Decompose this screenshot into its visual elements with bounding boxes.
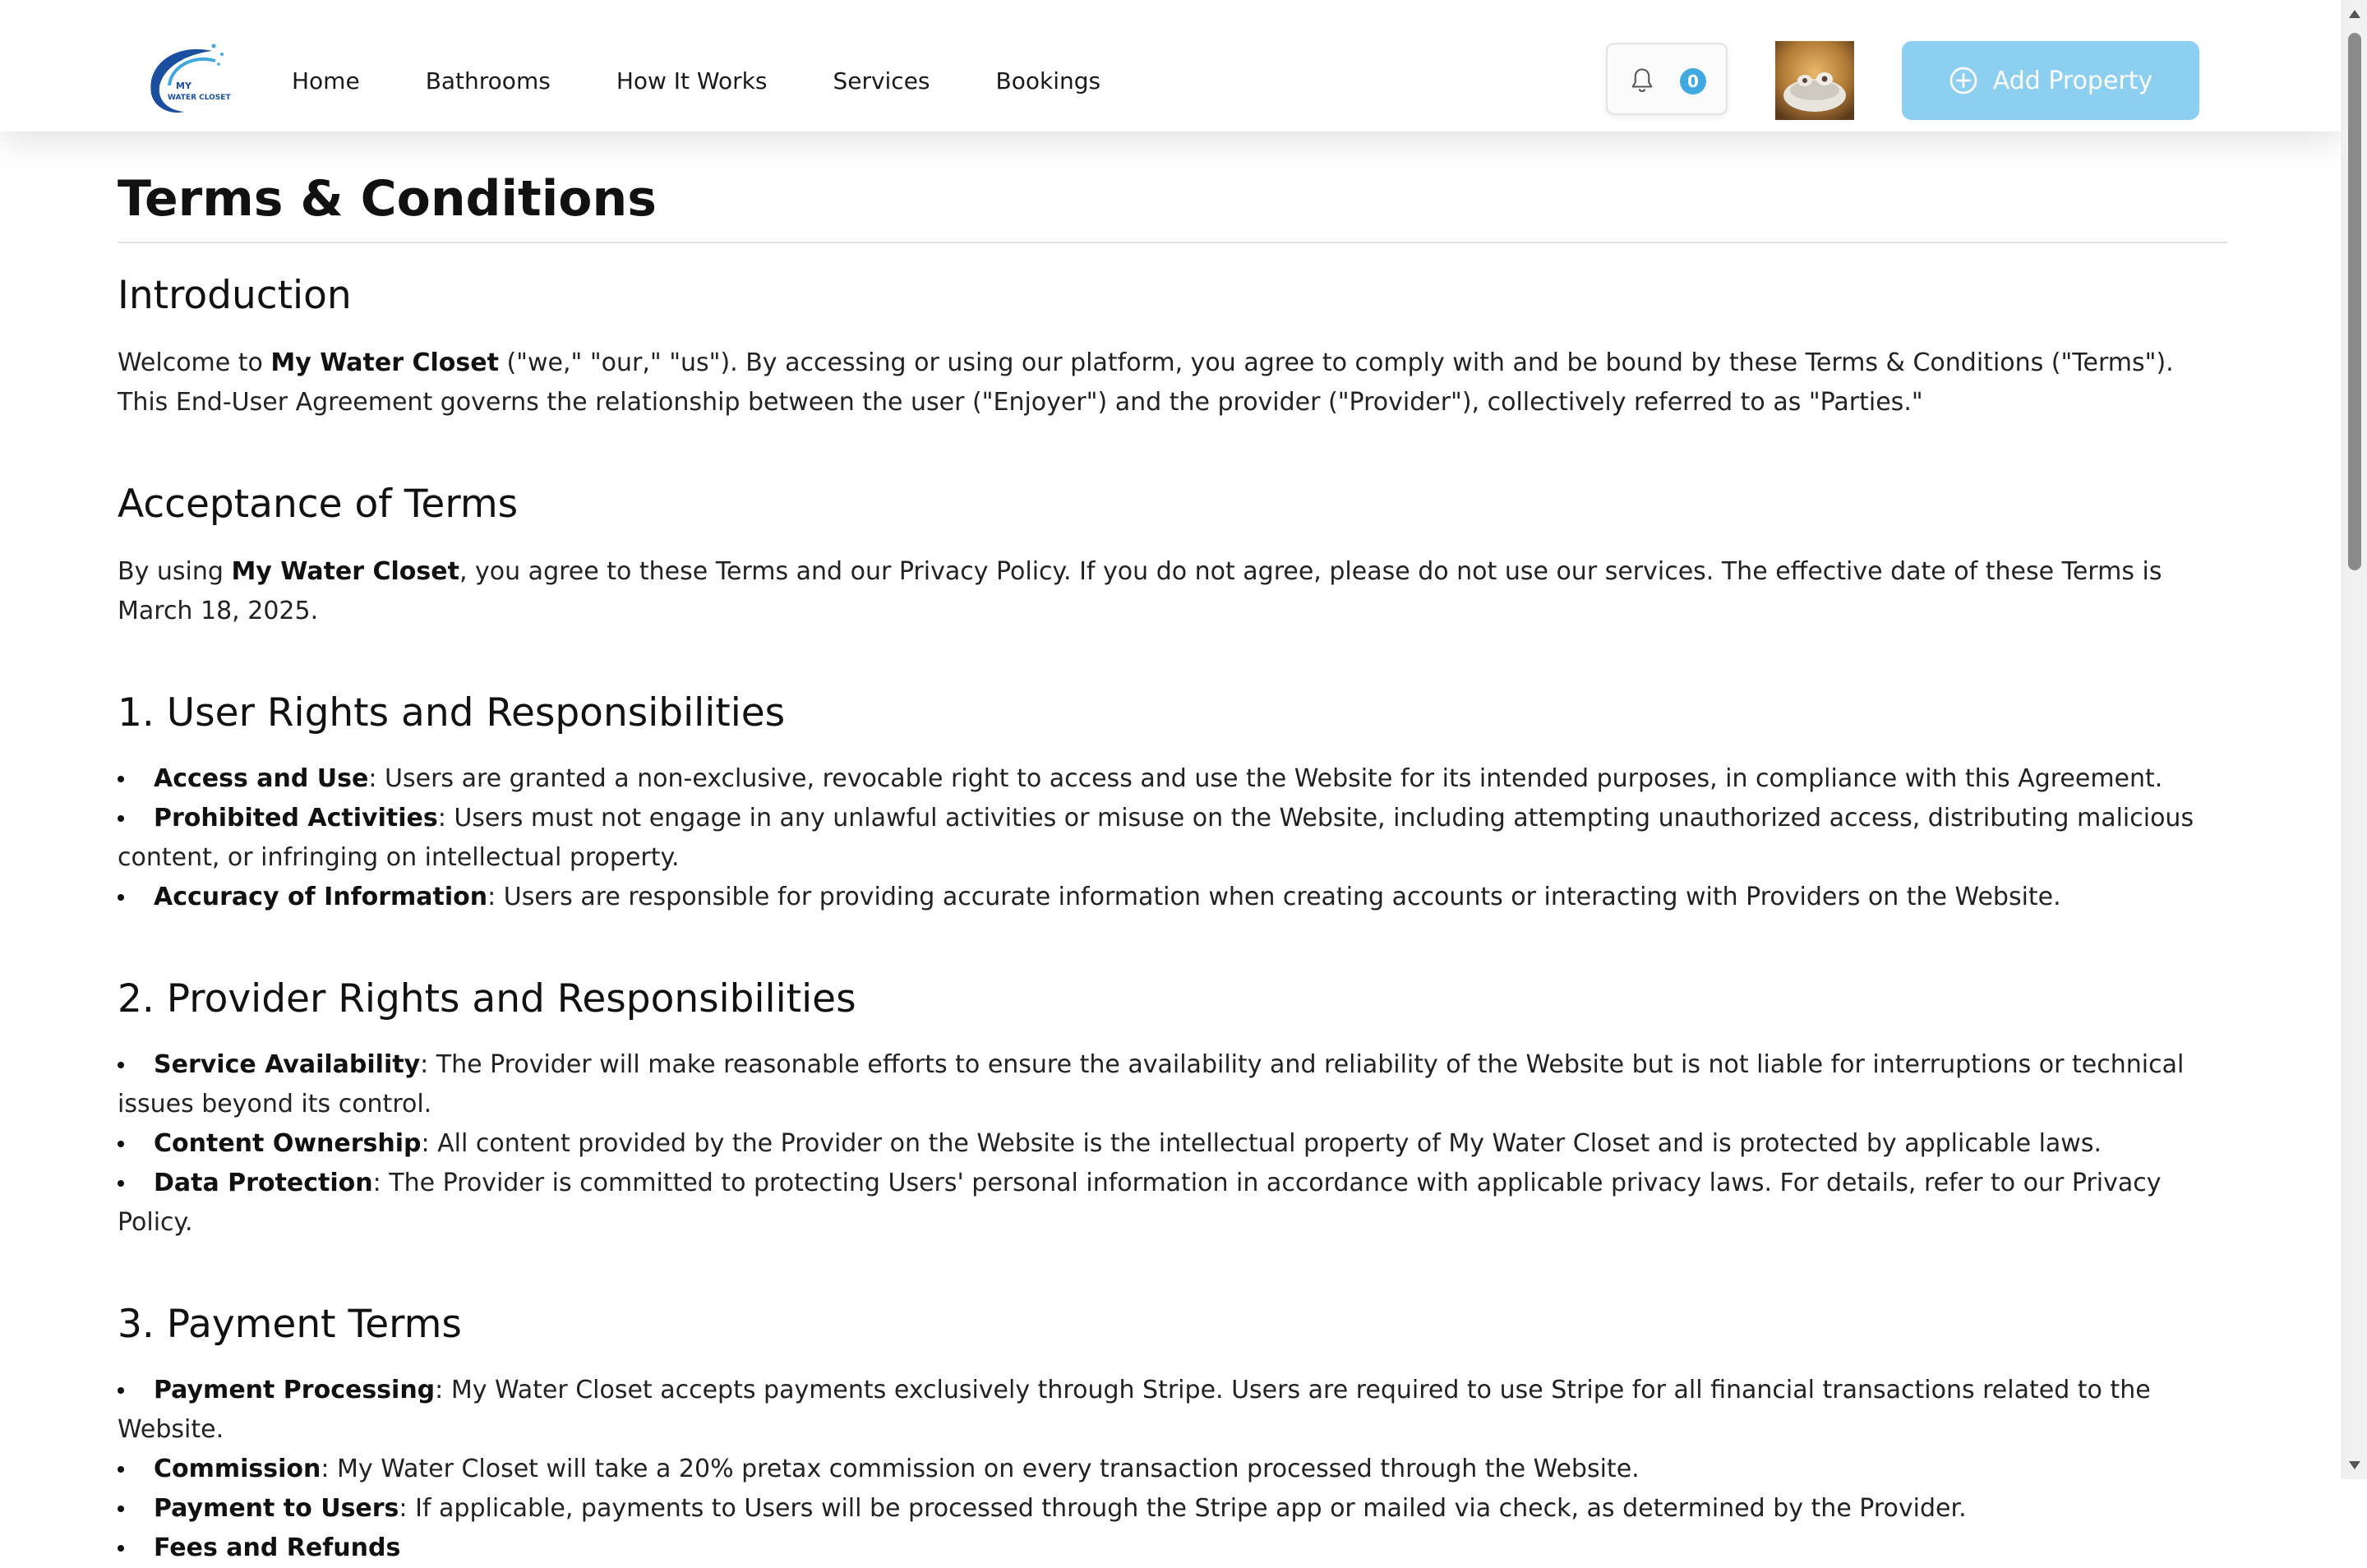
list-item-term: Access and Use: [154, 764, 369, 793]
vertical-scrollbar[interactable]: [2342, 0, 2367, 1479]
nav-link-bookings[interactable]: Bookings: [995, 67, 1101, 95]
list-item-term: Fees and Refunds: [154, 1533, 401, 1562]
list-item-text: : The Provider is committed to protecting Users' personal information in accordance with applicable privacy laws. For details, refer to our Privacy Policy.: [118, 1169, 2162, 1237]
list-item: [118, 1529, 2227, 1568]
list-item-term: Commission: [154, 1455, 321, 1483]
plus-circle-icon: [1949, 66, 1978, 95]
acceptance-paragraph: [118, 552, 2227, 631]
nav-links: [292, 0, 1166, 161]
list-item-term: Service Availability: [154, 1050, 421, 1079]
payment-terms-list: [118, 1371, 2227, 1568]
user-rights-heading: 1. User Rights and Responsibilities: [118, 690, 786, 736]
scroll-down-arrow-icon[interactable]: [2349, 1461, 2360, 1469]
list-item: [118, 1045, 2227, 1124]
provider-rights-list: [118, 1045, 2227, 1243]
logo-line1: MY: [176, 81, 191, 91]
nav-link-bathrooms[interactable]: Bathrooms: [425, 67, 551, 95]
list-item-term: Payment Processing: [154, 1376, 436, 1404]
list-item-term: Accuracy of Information: [154, 883, 488, 911]
list-item: [118, 799, 2227, 878]
list-item: [118, 1164, 2227, 1243]
list-item: [118, 1124, 2227, 1164]
terms-content: [118, 131, 2227, 1568]
list-item-text: : If applicable, payments to Users will be processed through the Stripe app or mailed via check, as determined by the Provider.: [399, 1494, 1967, 1523]
acceptance-text-pre: By using: [118, 557, 232, 586]
scrollbar-thumb[interactable]: [2348, 33, 2361, 570]
list-item-text: : My Water Closet accepts payments exclusively through Stripe. Users are required to use Stripe for all financial transactions related to the Website.: [118, 1376, 2151, 1444]
avatar-image: [1775, 41, 1854, 120]
nav-link-home[interactable]: Home: [292, 67, 360, 95]
list-item-text: : All content provided by the Provider on the Website is the intellectual property of My Water Closet and is protected by applicable laws.: [421, 1129, 2102, 1158]
bell-icon: [1627, 66, 1657, 95]
list-item-text: : Users must not engage in any unlawful activities or misuse on the Website, including attempting unauthorized access, distributing malicious content, or infringing on intellectual property.: [118, 804, 2194, 872]
avatar[interactable]: [1775, 41, 1854, 120]
logo[interactable]: [143, 39, 231, 117]
intro-heading: Introduction: [118, 273, 352, 318]
acceptance-brand: My Water Closet: [231, 557, 459, 586]
list-item: [118, 1489, 2227, 1529]
logo-line2: WATER CLOSET: [168, 94, 231, 102]
list-item-text: : Users are granted a non-exclusive, revocable right to access and use the Website for its intended purposes, in compliance with this Agreement.: [368, 764, 2163, 793]
provider-rights-heading: 2. Provider Rights and Responsibilities: [118, 976, 856, 1022]
list-item: [118, 1371, 2227, 1450]
list-item: [118, 1450, 2227, 1489]
top-navbar: [0, 0, 2342, 131]
scroll-up-arrow-icon[interactable]: [2349, 10, 2360, 18]
intro-paragraph: [118, 344, 2227, 422]
list-item: [118, 878, 2227, 917]
notification-count-badge: 0: [1680, 68, 1706, 95]
list-item-text: : My Water Closet will take a 20% pretax commission on every transaction processed through the Website.: [321, 1455, 1640, 1483]
list-item-term: Prohibited Activities: [154, 804, 438, 832]
list-item-term: Payment to Users: [154, 1494, 399, 1523]
notification-button[interactable]: [1606, 43, 1728, 115]
list-item: [118, 759, 2227, 799]
add-property-label: Add Property: [1992, 66, 2153, 95]
list-item-text: : Users are responsible for providing accurate information when creating accounts or interacting with Providers on the Website.: [487, 883, 2061, 911]
acceptance-text-post: , you agree to these Terms and our Privacy Policy. If you do not agree, please do not use our services. The effective date of these Terms is March 18, 2025.: [118, 557, 2162, 625]
add-property-button[interactable]: [1902, 41, 2199, 120]
list-item-term: Content Ownership: [154, 1129, 422, 1158]
page-title: Terms & Conditions: [118, 131, 2227, 243]
list-item-term: Data Protection: [154, 1169, 373, 1197]
nav-link-services[interactable]: Services: [833, 67, 930, 95]
user-rights-list: [118, 759, 2227, 917]
list-item-text: : The Provider will make reasonable efforts to ensure the availability and reliability of the Website but is not liable for interruptions or technical issues beyond its control.: [118, 1050, 2185, 1118]
intro-brand: My Water Closet: [270, 348, 499, 377]
payment-terms-heading: 3. Payment Terms: [118, 1302, 462, 1347]
nav-link-how-it-works[interactable]: How It Works: [616, 67, 768, 95]
intro-text-pre: Welcome to: [118, 348, 271, 377]
intro-text-post: ("we," "our," "us"). By accessing or using our platform, you agree to comply with and be bound by these Terms & Conditions ("Terms"). This End-User Agreement governs the relationship between the user ("Enjoyer") and the provider ("Provider"), collectively referred to as "Parties.": [118, 348, 2174, 417]
acceptance-heading: Acceptance of Terms: [118, 482, 519, 527]
